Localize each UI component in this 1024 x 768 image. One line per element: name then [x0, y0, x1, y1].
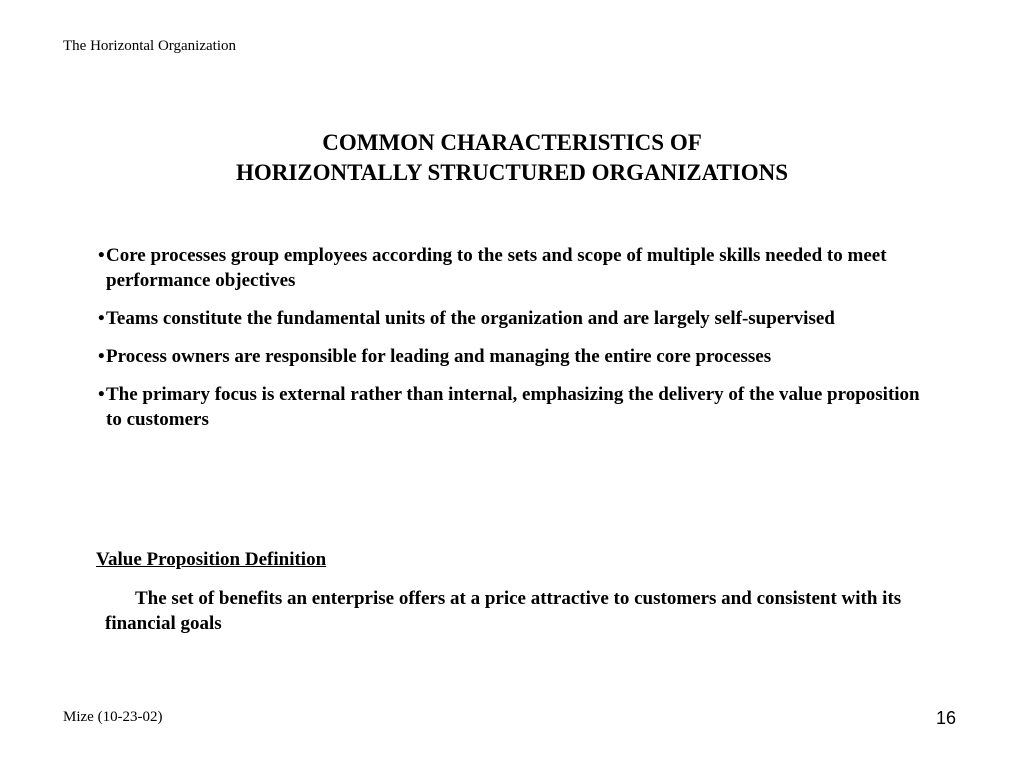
bullet-icon: •: [98, 346, 105, 367]
slide-title: [0, 128, 1024, 188]
list-item-text: Process owners are responsible for leading and managing the entire core processes: [106, 346, 772, 367]
slide-title-line-1: COMMON CHARACTERISTICS OF: [322, 130, 702, 155]
running-header: The Horizontal Organization: [63, 38, 236, 54]
characteristics-list: [98, 243, 938, 445]
footer-author-date: Mize (10-23-02): [63, 709, 163, 725]
list-item: [98, 344, 938, 369]
definition-heading: Value Proposition Definition: [96, 549, 327, 570]
page-number: 16: [936, 708, 957, 728]
list-item-text: The primary focus is external rather than internal, emphasizing the delivery of the value proposition to customers: [106, 384, 920, 430]
bullet-icon: •: [98, 308, 105, 329]
definition-body: The set of benefits an enterprise offers at a price attractive to customers and consistent with its financial goals: [105, 588, 902, 634]
list-item: [98, 382, 938, 432]
list-item: [98, 306, 938, 331]
list-item: [98, 243, 938, 293]
slide-title-line-2: HORIZONTALLY STRUCTURED ORGANIZATIONS: [235, 160, 789, 185]
list-item-text: Core processes group employees according to the sets and scope of multiple skills needed to meet performance objectives: [106, 245, 887, 291]
bullet-icon: •: [98, 245, 105, 266]
list-item-text: Teams constitute the fundamental units of the organization and are largely self-supervised: [106, 308, 835, 329]
bullet-icon: •: [98, 384, 105, 405]
